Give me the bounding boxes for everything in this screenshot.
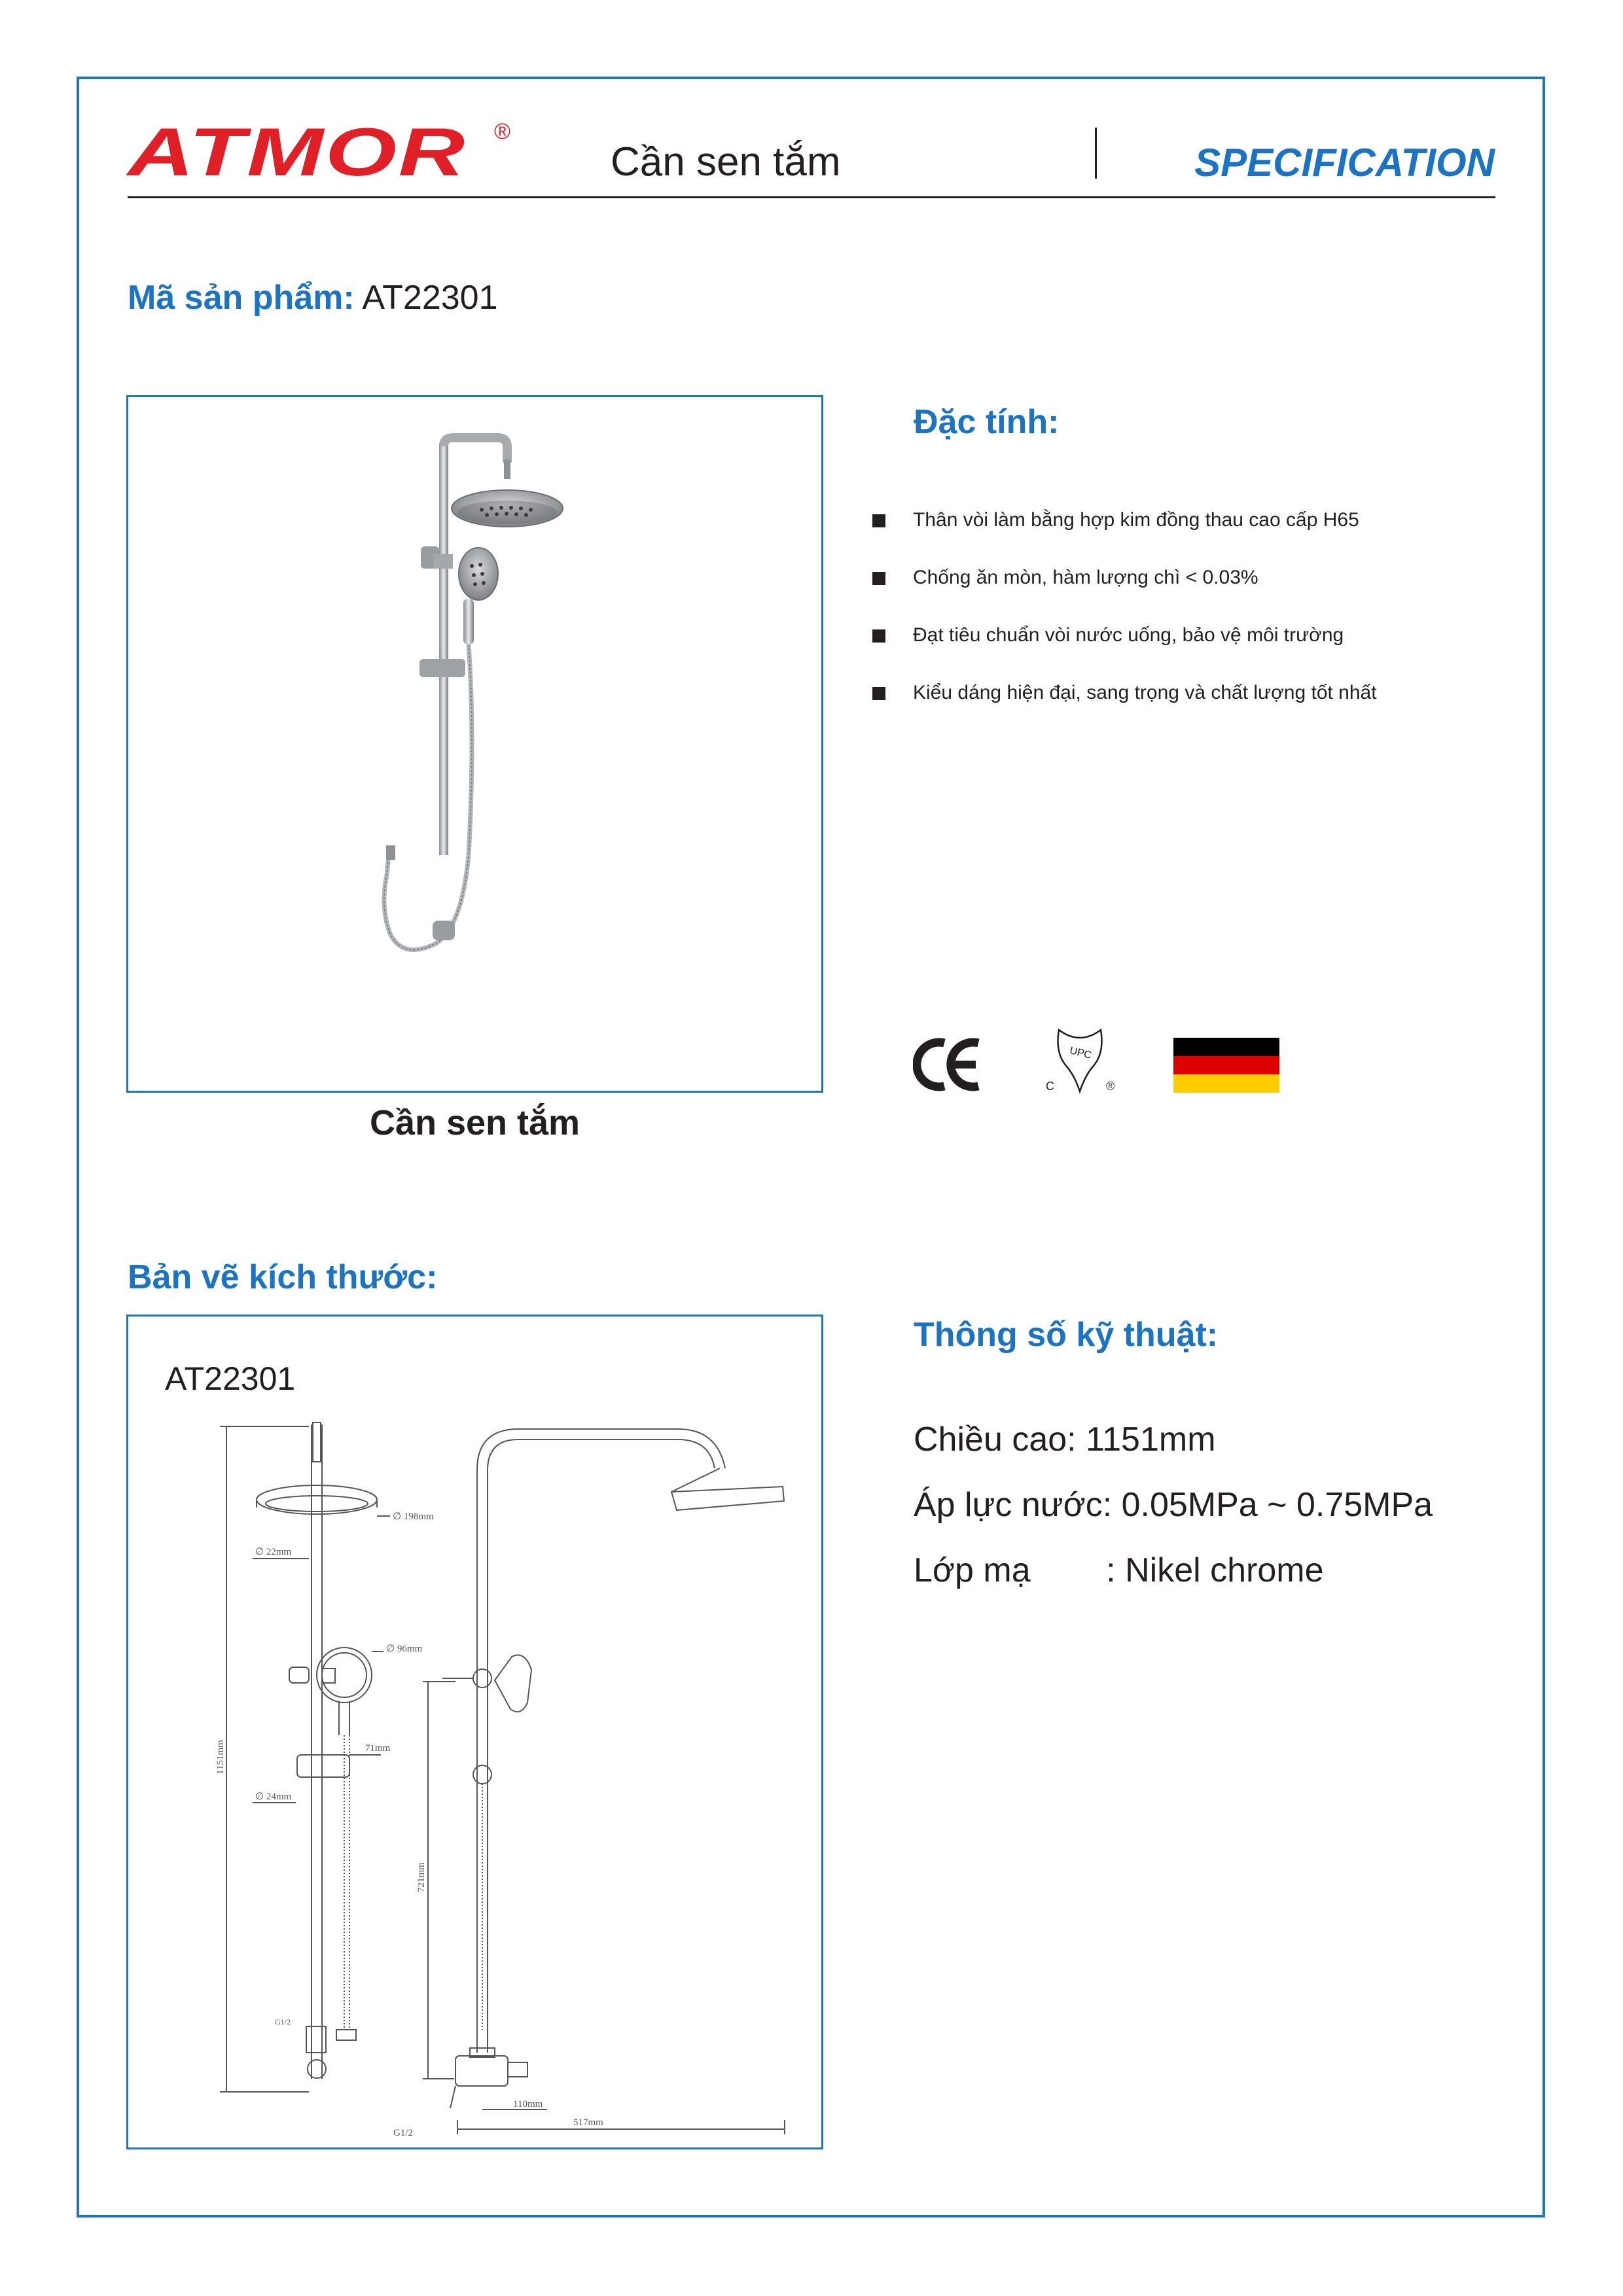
product-code-value: AT22301 [362, 279, 498, 317]
specification-label: SPECIFICATION [1194, 141, 1495, 185]
technical-drawing [128, 1316, 821, 2147]
bullet-square-icon [872, 687, 885, 700]
dim-110: 110mm [513, 2099, 543, 2110]
svg-text:C: C [1046, 1080, 1054, 1093]
dim-g12-side: G1/2 [393, 2128, 413, 2138]
bullet-square-icon [872, 572, 885, 585]
registered-mark: ® [494, 119, 511, 144]
page-title: Cần sen tắm [611, 139, 841, 185]
feature-item: Chống ăn mòn, hàm lượng chì < 0.03% [872, 561, 1377, 619]
dim-g12-front: G1/2 [275, 2017, 291, 2026]
feature-item: Kiểu dáng hiện đại, sang trọng và chất lượng tốt nhất [872, 677, 1377, 734]
dim-96: ∅ 96mm [386, 1644, 423, 1654]
dim-198: ∅ 198mm [393, 1511, 434, 1522]
spec-row-pressure: Áp lực nước: 0.05MPa ~ 0.75MPa [914, 1486, 1433, 1524]
feature-item: Đạt tiêu chuẩn vòi nước uống, bảo vệ môi trường [872, 619, 1377, 677]
header-divider [1095, 128, 1097, 179]
features-list [872, 504, 1377, 734]
header-rule [128, 196, 1495, 198]
svg-text:®: ® [1106, 1080, 1115, 1093]
product-image-caption: Cần sen tắm [369, 1103, 580, 1142]
dim-71: 71mm [365, 1743, 391, 1754]
cupc-mark-icon [1041, 1027, 1119, 1099]
brand-name: ATMOR [128, 115, 467, 190]
dim-517: 517mm [573, 2117, 603, 2128]
bullet-square-icon [872, 514, 885, 527]
spec-row-plating: Lớp mạ : Nikel chrome [914, 1551, 1324, 1589]
product-image-box [126, 395, 823, 1093]
drawing-box [126, 1315, 823, 2149]
brand-logo [128, 115, 520, 190]
dim-22: ∅ 22mm [255, 1547, 292, 1557]
spec-row-height: Chiều cao: 1151mm [914, 1421, 1216, 1458]
svg-text:UPC: UPC [1068, 1045, 1093, 1061]
dim-24: ∅ 24mm [255, 1792, 292, 1802]
drawing-title: Bản vẽ kích thước: [128, 1258, 438, 1296]
feature-item: Thân vòi làm bằng hợp kim đồng thau cao cấp H65 [872, 504, 1377, 561]
germany-flag-icon [1173, 1038, 1279, 1093]
dim-721: 721mm [416, 1862, 427, 1892]
product-code-label: Mã sản phẩm: [128, 279, 355, 317]
drawing-model-code: AT22301 [165, 1360, 296, 1397]
dim-1151: 1151mm [215, 1740, 226, 1775]
ce-mark-icon [913, 1035, 985, 1094]
shower-column-illustration [128, 397, 821, 1091]
features-title: Đặc tính: [914, 403, 1060, 441]
product-code [128, 278, 498, 317]
specs-title: Thông số kỹ thuật: [914, 1316, 1219, 1354]
bullet-square-icon [872, 629, 885, 643]
